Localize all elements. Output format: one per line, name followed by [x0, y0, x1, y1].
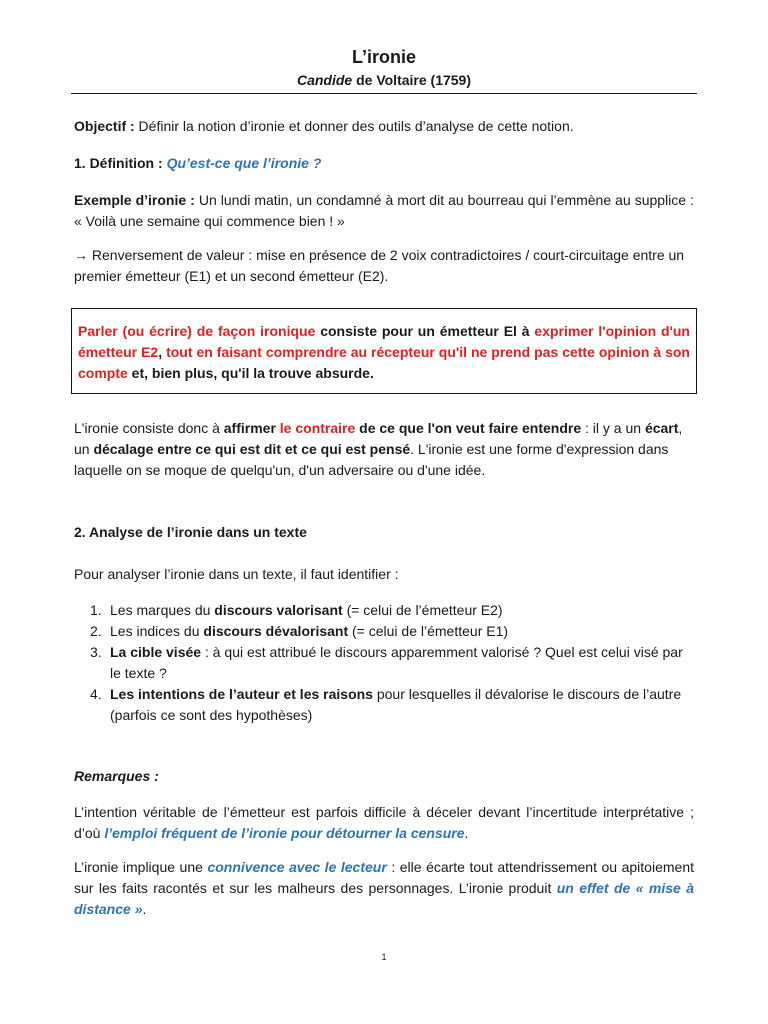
definition-part-2: consiste pour un émetteur El à — [315, 323, 535, 339]
list-item-post: : à qui est attribué le discours apparemment valorisé ? Quel est celui visé par le texte ? — [110, 644, 683, 681]
section1-question: Qu’est-ce que l’ironie ? — [166, 155, 322, 171]
list-item — [74, 684, 694, 726]
list-item — [74, 642, 694, 684]
title-divider — [71, 93, 697, 94]
explanation-part-9: . L'ironie est une forme d'expression dans laquelle on se moque de quelqu'un, d'un adversaire ou d'une idée. — [74, 441, 669, 478]
explanation-part-3: le contraire — [279, 420, 356, 436]
list-item — [74, 600, 694, 621]
list-item-bold: discours dévalorisant — [203, 623, 349, 639]
section1-heading-label: 1. Définition : — [74, 155, 167, 171]
list-item-post: pour lesquelles il dévalorise le discours de l’autre (parfois ce sont des hypothèses) — [110, 686, 682, 723]
list-item — [74, 621, 694, 642]
remark-2-text-2: : elle écarte tout attendrissement ou apitoiement sur les faits racontés et sur les malheurs des personnages. L’ironie produit — [74, 859, 694, 896]
list-item-bold: La cible visée — [110, 644, 202, 660]
remark-2-end: . — [142, 901, 147, 917]
subtitle-work: Candide — [296, 72, 353, 88]
explanation-part-6: écart — [644, 420, 679, 436]
explanation-part-8: décalage entre ce qui est dit et ce qui est pensé — [93, 441, 411, 457]
explanation-part-7: , un — [74, 420, 683, 457]
example-paragraph — [74, 190, 694, 232]
objective-text: Définir la notion d’ironie et donner des outils d’analyse de cette notion. — [134, 118, 574, 134]
remark-1-highlight: l’emploi fréquent de l’ironie pour détourner la censure — [104, 825, 465, 841]
list-item-number: 2. — [90, 623, 102, 639]
definition-part-5: tout en faisant comprendre au récepteur qu'il ne prend pas cette opinion à son compte — [78, 344, 690, 381]
remark-2-highlight-1: connivence avec le lecteur — [207, 859, 387, 875]
analysis-list — [74, 600, 694, 726]
section1-heading — [74, 153, 694, 174]
explanation-paragraph — [74, 418, 694, 481]
explanation-part-4: de ce que l'on veut faire entendre — [355, 420, 582, 436]
explanation-part-5: : il y a un — [581, 420, 645, 436]
remark-2-text-1: L’ironie implique une — [74, 859, 208, 875]
explanation-part-2: affirmer — [223, 420, 280, 436]
page-subtitle — [0, 72, 768, 88]
definition-part-4: , — [158, 344, 167, 360]
objective-paragraph — [74, 116, 694, 137]
arrow-icon: → — [74, 247, 88, 263]
definition-part-6: et, bien plus, qu'il la trouve absurde. — [127, 365, 374, 381]
list-item-bold: Les intentions de l’auteur et les raisons — [110, 686, 373, 702]
definition-part-1: Parler (ou écrire) de façon ironique — [78, 323, 316, 339]
remark-1-end: . — [464, 825, 469, 841]
remark-1-text: L’intention véritable de l’émetteur est parfois difficile à déceler devant l’incertitude interprétative ; d’où — [74, 804, 694, 841]
subtitle-rest: de Voltaire (1759) — [352, 72, 472, 88]
list-item-post: (= celui de l’émetteur E2) — [342, 602, 503, 618]
list-item-post: (= celui de l’émetteur E1) — [348, 623, 509, 639]
definition-part-3: exprimer l'opinion d'un émetteur E2 — [78, 323, 690, 360]
example-label: Exemple d’ironie : — [74, 192, 195, 208]
list-item-number: 3. — [90, 644, 102, 660]
page-number: 1 — [381, 952, 387, 962]
list-item-pre: Les marques du — [110, 602, 215, 618]
definition-box — [71, 308, 697, 394]
section2-intro: Pour analyser l’ironie dans un texte, il faut identifier : — [74, 566, 399, 582]
page-title: L’ironie — [351, 47, 416, 67]
example-text: Un lundi matin, un condamné à mort dit au bourreau qui l’emmène au supplice : « Voilà une semaine qui commence bien ! » — [74, 192, 694, 229]
list-item-number: 1. — [90, 602, 102, 618]
list-item-bold: discours valorisant — [214, 602, 343, 618]
reversal-text: Renversement de valeur : mise en présence de 2 voix contradictoires / court-circuitage entre un premier émetteur (E1) et un second émetteur (E2). — [74, 247, 685, 284]
remark-2-highlight-2: un effet de « mise à distance » — [74, 880, 694, 917]
section2-heading: 2. Analyse de l’ironie dans un texte — [74, 524, 307, 540]
explanation-part-1: L'ironie consiste donc à — [74, 420, 224, 436]
remark-1 — [74, 802, 694, 844]
reversal-paragraph — [74, 245, 694, 287]
remarks-heading: Remarques : — [74, 768, 159, 784]
list-item-number: 4. — [90, 686, 102, 702]
objective-label: Objectif : — [74, 118, 135, 134]
list-item-pre: Les indices du — [110, 623, 204, 639]
remark-2 — [74, 857, 694, 920]
